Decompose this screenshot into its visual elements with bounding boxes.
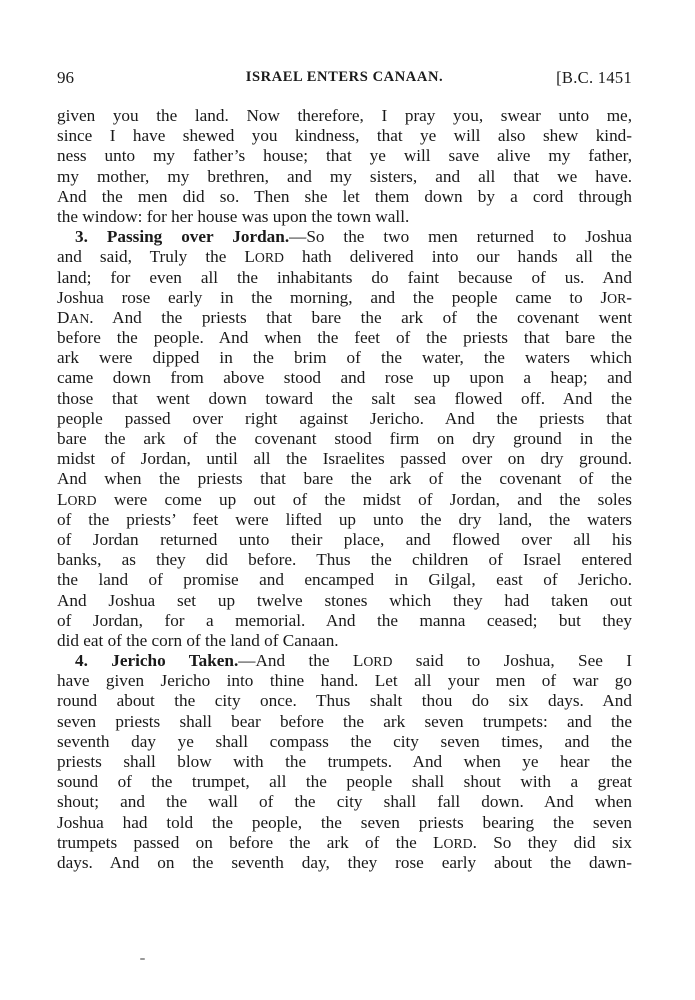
- line-text: DAN. And the priests that bare the ark of the covenant went: [57, 307, 632, 327]
- line-text: priests shall blow with the trumpets. And when ye hear the: [57, 752, 632, 771]
- text-line: [57, 429, 632, 449]
- line-text: —So the two men returned to Joshua: [289, 227, 632, 247]
- text-line: [57, 611, 632, 631]
- text-line: [57, 792, 632, 812]
- line-text: bare the ark of the covenant stood firm on dry ground in the: [57, 429, 632, 448]
- line-text: seventh day ye shall compass the city seven times, and the: [57, 731, 632, 751]
- text-line: [57, 328, 632, 348]
- line-text: midst of Jordan, until all the Israelites passed over on dry ground.: [57, 449, 632, 469]
- line-text: came down from above stood and rose up upon a heap; and: [57, 368, 632, 388]
- line-text: And when the priests that bare the ark of the covenant of the: [57, 469, 632, 489]
- line-text: people passed over right against Jericho. And the priests that: [57, 408, 632, 428]
- body-text: [57, 106, 632, 873]
- running-title: ISRAEL ENTERS CANAAN.: [245, 69, 444, 85]
- text-line: [57, 449, 632, 469]
- text-line: [57, 308, 632, 328]
- line-text: ness unto my father’s house; that ye will save alive my father,: [57, 146, 632, 166]
- text-line: [57, 530, 632, 550]
- line-text: And Joshua set up twelve stones which they had taken out: [57, 590, 632, 610]
- line-text: before the people. And when the feet of the priests that bare the: [57, 328, 632, 348]
- book-page: [57, 68, 632, 873]
- text-line: [57, 146, 632, 166]
- line-text: ark were dipped in the brim of the water, the waters which: [57, 348, 632, 368]
- text-line: [57, 712, 632, 732]
- line-text: Joshua had told the people, the seven priests bearing the seven: [57, 812, 632, 832]
- text-line: [57, 691, 632, 711]
- page-number: 96: [57, 68, 74, 87]
- section-heading: 4. Jericho Taken.: [75, 651, 239, 671]
- text-line: [57, 772, 632, 792]
- text-line: [57, 752, 632, 772]
- line-text: days. And on the seventh day, they rose early about the dawn-: [57, 852, 632, 872]
- paragraph-heading-line: [57, 227, 632, 247]
- text-line: [57, 288, 632, 308]
- line-text: seven priests shall bear before the ark seven trumpets: and the: [57, 711, 632, 731]
- text-line: [57, 368, 632, 388]
- text-line: [57, 490, 632, 510]
- text-line: [57, 409, 632, 429]
- text-line: [57, 348, 632, 368]
- line-text: round about the city once. Thus shalt thou do six days. And: [57, 691, 632, 711]
- text-line: [57, 550, 632, 570]
- text-line: [57, 570, 632, 590]
- line-text: Joshua rose early in the morning, and the people came to JOR-: [57, 287, 632, 307]
- line-text: trumpets passed on before the ark of the LORD. So they did six: [57, 832, 632, 852]
- line-text: those that went down toward the salt sea flowed off. And the: [57, 388, 632, 408]
- line-text: since I have shewed you kindness, that ye will also shew kind-: [57, 126, 632, 146]
- text-line: [57, 853, 632, 873]
- line-text: of Jordan returned unto their place, and flowed over all his: [57, 529, 632, 549]
- line-text: of the priests’ feet were lifted up unto the dry land, the waters: [57, 509, 632, 529]
- date-range: [B.C. 1451: [556, 68, 632, 87]
- line-text: have given Jericho into thine hand. Let all your men of war go: [57, 671, 632, 691]
- line-text: banks, as they did before. Thus the children of Israel entered: [57, 550, 632, 570]
- line-text: my mother, my brethren, and my sisters, and all that we have.: [57, 166, 632, 186]
- line-text: of Jordan, for a memorial. And the manna ceased; but they: [57, 610, 632, 630]
- line-text: did eat of the corn of the land of Canaan.: [57, 630, 339, 650]
- line-text: sound of the trumpet, all the people shall shout with a great: [57, 772, 632, 792]
- section-heading: 3. Passing over Jordan.: [75, 227, 290, 247]
- text-line: [57, 268, 632, 288]
- paragraph-heading-line: [57, 651, 632, 671]
- line-text: and said, Truly the LORD hath delivered into our hands all the: [57, 247, 632, 267]
- text-line: [57, 187, 632, 207]
- line-text: LORD were come up out of the midst of Jordan, and the soles: [57, 489, 632, 509]
- text-line: [57, 813, 632, 833]
- text-line: [57, 833, 632, 853]
- text-line: [57, 389, 632, 409]
- line-text: —And the LORD said to Joshua, See I: [238, 651, 632, 671]
- text-line: [57, 167, 632, 187]
- running-header: [57, 68, 632, 94]
- paper-speck: [140, 958, 145, 960]
- line-text: shout; and the wall of the city shall fall down. And when: [57, 792, 632, 812]
- text-line: [57, 469, 632, 489]
- text-line: [57, 106, 632, 126]
- text-line: [57, 671, 632, 691]
- text-line: [57, 247, 632, 267]
- text-line: [57, 207, 632, 227]
- line-text: given you the land. Now therefore, I pray you, swear unto me,: [57, 106, 632, 125]
- line-text: the land of promise and encamped in Gilgal, east of Jericho.: [57, 570, 632, 590]
- text-line: [57, 591, 632, 611]
- text-line: [57, 732, 632, 752]
- text-line: [57, 126, 632, 146]
- line-text: the window: for her house was upon the town wall.: [57, 206, 410, 226]
- text-line: [57, 631, 632, 651]
- line-text: And the men did so. Then she let them down by a cord through: [57, 186, 632, 206]
- line-text: land; for even all the inhabitants do faint because of us. And: [57, 267, 632, 287]
- text-line: [57, 510, 632, 530]
